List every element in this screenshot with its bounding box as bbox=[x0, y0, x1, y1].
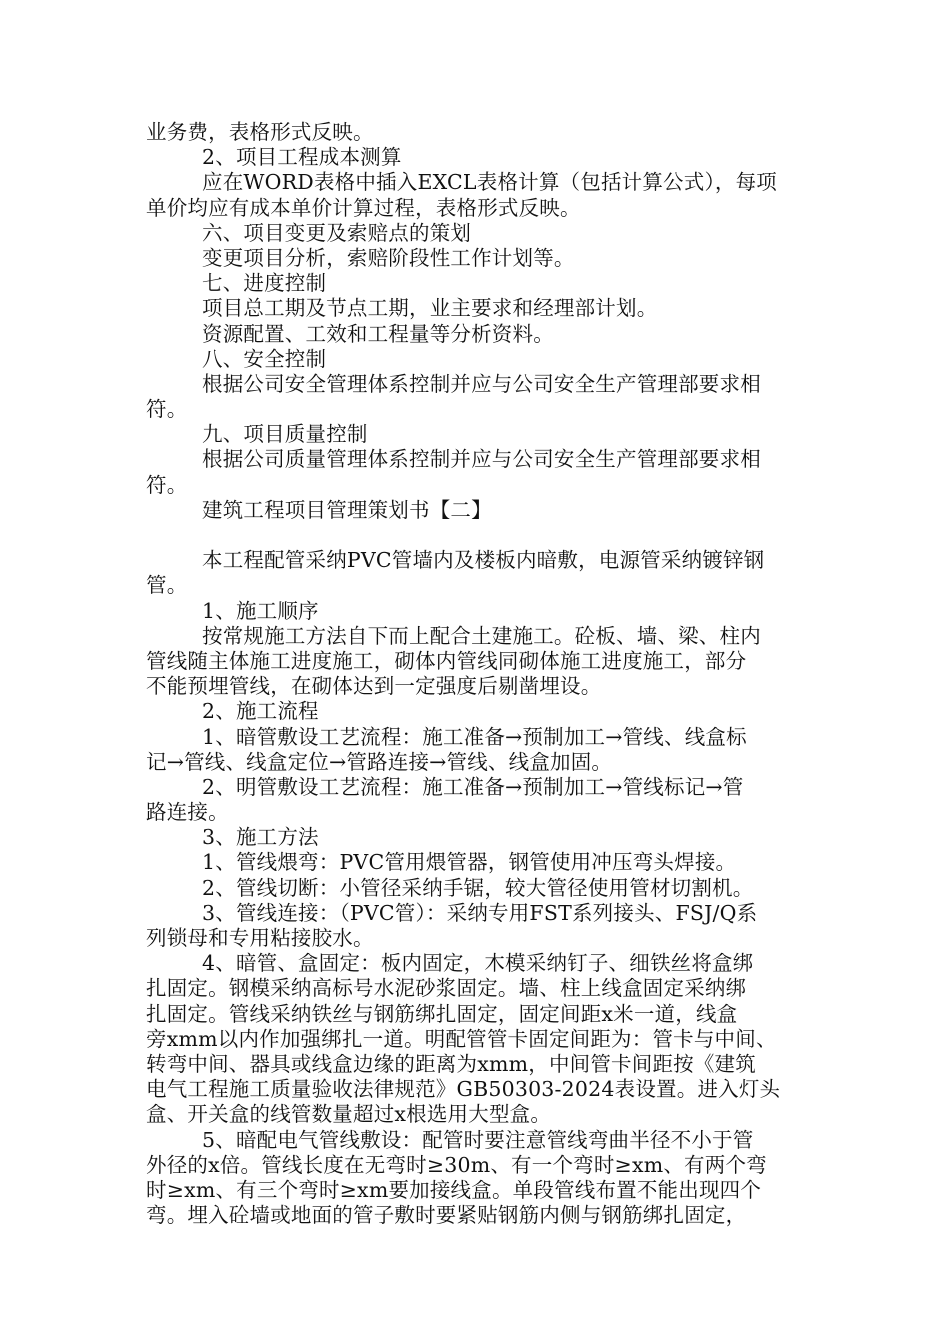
text-line: 2、明管敷设工艺流程：施工准备→预制加工→管线标记→管 bbox=[202, 774, 744, 799]
text-line: 盒、开关盒的线管数量超过x根选用大型盒。 bbox=[146, 1102, 552, 1127]
text-line: 应在WORD表格中插入EXCL表格计算（包括计算公式），每项 bbox=[202, 170, 777, 195]
blank-line bbox=[146, 523, 808, 548]
text-line: 单价均应有成本单价计算过程，表格形式反映。 bbox=[146, 195, 581, 220]
text-line: 3、管线连接：（PVC管）：采纳专用FST系列接头、FSJ/Q系 bbox=[202, 900, 758, 925]
text-line: 根据公司安全管理体系控制并应与公司安全生产管理部要求相 bbox=[202, 371, 761, 396]
text-line: 扎固定。钢模采纳高标号水泥砂浆固定。墙、柱上线盒固定采纳绑 bbox=[146, 976, 747, 1001]
text-line: 时≥xm、有三个弯时≥xm要加接线盒。单段管线布置不能出现四个 bbox=[146, 1177, 762, 1202]
text-line: 不能预埋管线，在砌体达到一定强度后剔凿埋设。 bbox=[146, 674, 602, 699]
text-line: 八、安全控制 bbox=[202, 346, 327, 371]
text-line: 路连接。 bbox=[146, 800, 229, 825]
text-line: 变更项目分析，索赔阶段性工作计划等。 bbox=[202, 245, 575, 270]
text-line: 1、暗管敷设工艺流程：施工准备→预制加工→管线、线盒标 bbox=[202, 724, 747, 749]
text-line: 本工程配管采纳PVC管墙内及楼板内暗敷，电源管采纳镀锌钢 bbox=[202, 548, 765, 573]
document-body bbox=[146, 120, 808, 1228]
text-line: 九、项目质量控制 bbox=[202, 422, 368, 447]
text-line: 项目总工期及节点工期，业主要求和经理部计划。 bbox=[202, 296, 658, 321]
text-line: 管线随主体施工进度施工，砌体内管线同砌体施工进度施工，部分 bbox=[146, 648, 747, 673]
text-line: 记→管线、线盒定位→管路连接→管线、线盒加固。 bbox=[146, 749, 613, 774]
text-line: 管。 bbox=[146, 573, 188, 598]
text-line: 根据公司质量管理体系控制并应与公司安全生产管理部要求相 bbox=[202, 447, 761, 472]
text-line: 业务费，表格形式反映。 bbox=[146, 120, 374, 144]
text-line: 旁xmm以内作加强绑扎一道。明配管管卡固定间距为：管卡与中间、 bbox=[146, 1026, 777, 1051]
text-line: 2、管线切断：小管径采纳手锯，较大管径使用管材切割机。 bbox=[202, 875, 754, 900]
text-line: 电气工程施工质量验收法律规范》GB50303-2024表设置。进入灯头 bbox=[146, 1077, 781, 1102]
text-line: 扎固定。管线采纳铁丝与钢筋绑扎固定，固定间距x米一道，线盒 bbox=[146, 1001, 738, 1026]
text-line: 4、暗管、盒固定：板内固定，木模采纳钉子、细铁丝将盒绑 bbox=[202, 951, 754, 976]
text-line: 2、项目工程成本测算 bbox=[202, 145, 402, 170]
text-line: 弯。埋入砼墙或地面的管子敷时要紧贴钢筋内侧与钢筋绑扎固定， bbox=[146, 1203, 747, 1228]
text-line: 2、施工流程 bbox=[202, 699, 319, 724]
text-line: 六、项目变更及索赔点的策划 bbox=[202, 220, 472, 245]
text-line: 外径的x倍。管线长度在无弯时≥30m、有一个弯时≥xm、有两个弯 bbox=[146, 1152, 767, 1177]
text-line: 1、管线煨弯：PVC管用煨管器，钢管使用冲压弯头焊接。 bbox=[202, 850, 737, 875]
text-line: 转弯中间、器具或线盒边缘的距离为xmm，中间管卡间距按《建筑 bbox=[146, 1051, 756, 1076]
text-line: 资源配置、工效和工程量等分析资料。 bbox=[202, 321, 554, 346]
text-line: 符。 bbox=[146, 472, 188, 497]
text-line: 1、施工顺序 bbox=[202, 598, 319, 623]
text-line: 列锁母和专用粘接胶水。 bbox=[146, 926, 374, 950]
text-line: 5、暗配电气管线敷设：配管时要注意管线弯曲半径不小于管 bbox=[202, 1127, 754, 1152]
text-line: 按常规施工方法自下而上配合土建施工。砼板、墙、梁、柱内 bbox=[202, 623, 761, 648]
text-line: 七、进度控制 bbox=[202, 271, 327, 296]
text-line: 符。 bbox=[146, 397, 188, 422]
text-line: 建筑工程项目管理策划书【二】 bbox=[202, 497, 492, 522]
text-line: 3、施工方法 bbox=[202, 825, 319, 850]
